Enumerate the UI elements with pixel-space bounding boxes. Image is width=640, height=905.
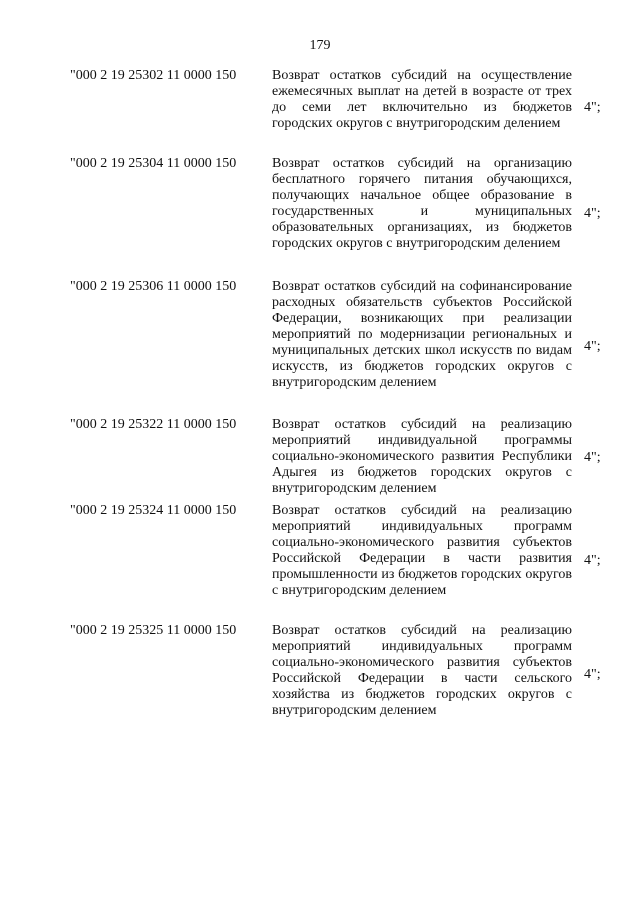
budget-description: Возврат остатков субсидий на организацию бесплатного горячего питания обучающихся, получающих начальное общее образование в государственных и муниципальных образовательных организациях, из бюджетов городских округов с внутригородским делением <box>272 156 572 251</box>
budget-description: Возврат остатков субсидий на осуществление ежемесячных выплат на детей в возрасте от трех до семи лет включительно из бюджетов городских округов с внутригородским делением <box>272 68 572 131</box>
row-suffix: 4"; <box>584 100 601 115</box>
row-suffix: 4"; <box>584 450 601 465</box>
budget-description: Возврат остатков субсидий на реализацию мероприятий индивидуальных программ социально-экономического развития субъектов Российской Федерации в части развития промышленности из бюджетов городских округов с внутригородским делением <box>272 503 572 598</box>
budget-description: Возврат остатков субсидий на реализацию мероприятий индивидуальных программ социально-экономического развития субъектов Российской Федерации в части сельского хозяйства из бюджетов городских округов с внутригородским делением <box>272 623 572 718</box>
budget-description: Возврат остатков субсидий на софинансирование расходных обязательств субъектов Российской Федерации, возникающих при реализации мероприятий по модернизации региональных и муниципальных детских школ искусств по видам искусств, из бюджетов городских округов с внутригородским делением <box>272 279 572 390</box>
budget-code: "000 2 19 25302 11 0000 150 <box>70 68 237 83</box>
page-number: 179 <box>309 38 331 53</box>
budget-code: "000 2 19 25325 11 0000 150 <box>70 623 237 638</box>
row-suffix: 4"; <box>584 206 601 221</box>
budget-code: "000 2 19 25304 11 0000 150 <box>70 156 237 171</box>
row-suffix: 4"; <box>584 553 601 568</box>
row-suffix: 4"; <box>584 667 601 682</box>
budget-code: "000 2 19 25324 11 0000 150 <box>70 503 237 518</box>
budget-code: "000 2 19 25306 11 0000 150 <box>70 279 237 294</box>
row-suffix: 4"; <box>584 339 601 354</box>
budget-description: Возврат остатков субсидий на реализацию мероприятий индивидуальной программы социально-экономического развития Республики Адыгея из бюджетов городских округов с внутригородским делением <box>272 417 572 496</box>
budget-code: "000 2 19 25322 11 0000 150 <box>70 417 237 432</box>
